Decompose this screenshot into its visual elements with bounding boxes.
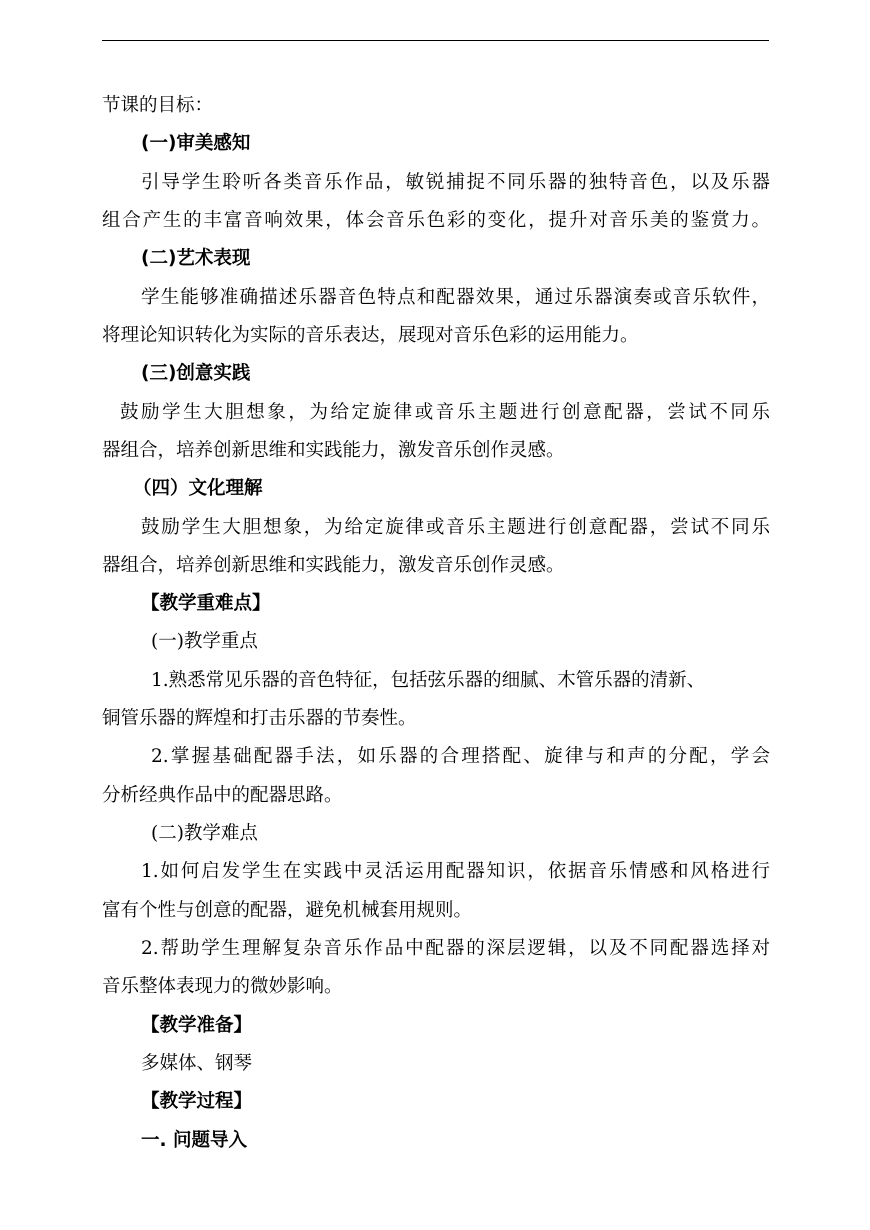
paragraph-line: 多媒体、钢琴 [141,1053,253,1074]
heading-teaching-difficulty: (二)教学难点 [151,823,258,844]
paragraph-line: 引导学生聆听各类音乐作品，敏锐捕捉不同乐器的独特音色，以及乐器 [141,172,770,193]
paragraph-line: 1.熟悉常见乐器的音色特征，包括弦乐器的细腻、木管乐器的清新、 [151,670,706,691]
section-teaching-preparation: 【教学准备】 [141,1015,253,1036]
paragraph-line: 2.掌握基础配器手法，如乐器的合理搭配、旋律与和声的分配，学会 [151,746,770,767]
paragraph-line: 学生能够准确描述乐器音色特点和配器效果，通过乐器演奏或音乐软件， [141,287,770,308]
heading-artistic-expression: (二)艺术表现 [141,248,251,269]
paragraph-line: 鼓励学生大胆想象，为给定旋律或音乐主题进行创意配器，尝试不同乐 [141,517,770,538]
section-key-difficult-points: 【教学重难点】 [141,593,271,614]
paragraph-line: 富有个性与创意的配器，避免机械套用规则。 [102,900,473,921]
header-rule [102,40,769,41]
paragraph-line: 器组合，培养创新思维和实践能力，激发音乐创作灵感。 [102,440,565,461]
heading-question-introduction: 一. 问题导入 [141,1130,247,1151]
paragraph-line: 器组合，培养创新思维和实践能力，激发音乐创作灵感。 [102,555,565,576]
paragraph-line: 音乐整体表现力的微妙影响。 [102,976,343,997]
intro-line: 节课的目标： [102,95,214,116]
paragraph-line: 2.帮助学生理解复杂音乐作品中配器的深层逻辑，以及不同配器选择对 [141,938,770,959]
heading-teaching-focus: (一)教学重点 [151,631,258,652]
paragraph-line: 组合产生的丰富音响效果，体会音乐色彩的变化，提升对音乐美的鉴赏力。 [102,210,770,231]
heading-creative-practice: (三)创意实践 [141,363,251,384]
paragraph-line: 将理论知识转化为实际的音乐表达，展现对音乐色彩的运用能力。 [102,325,639,346]
paragraph-line: 铜管乐器的辉煌和打击乐器的节奏性。 [102,708,417,729]
section-teaching-process: 【教学过程】 [141,1091,253,1112]
paragraph-line: 鼓励学生大胆想象，为给定旋律或音乐主题进行创意配器，尝试不同乐 [120,402,770,423]
paragraph-line: 1.如何启发学生在实践中灵活运用配器知识，依据音乐情感和风格进行 [141,861,770,882]
paragraph-line: 分析经典作品中的配器思路。 [102,785,343,806]
heading-cultural-understanding: （四）文化理解 [133,478,263,499]
heading-aesthetic-perception: (一)审美感知 [141,133,251,154]
